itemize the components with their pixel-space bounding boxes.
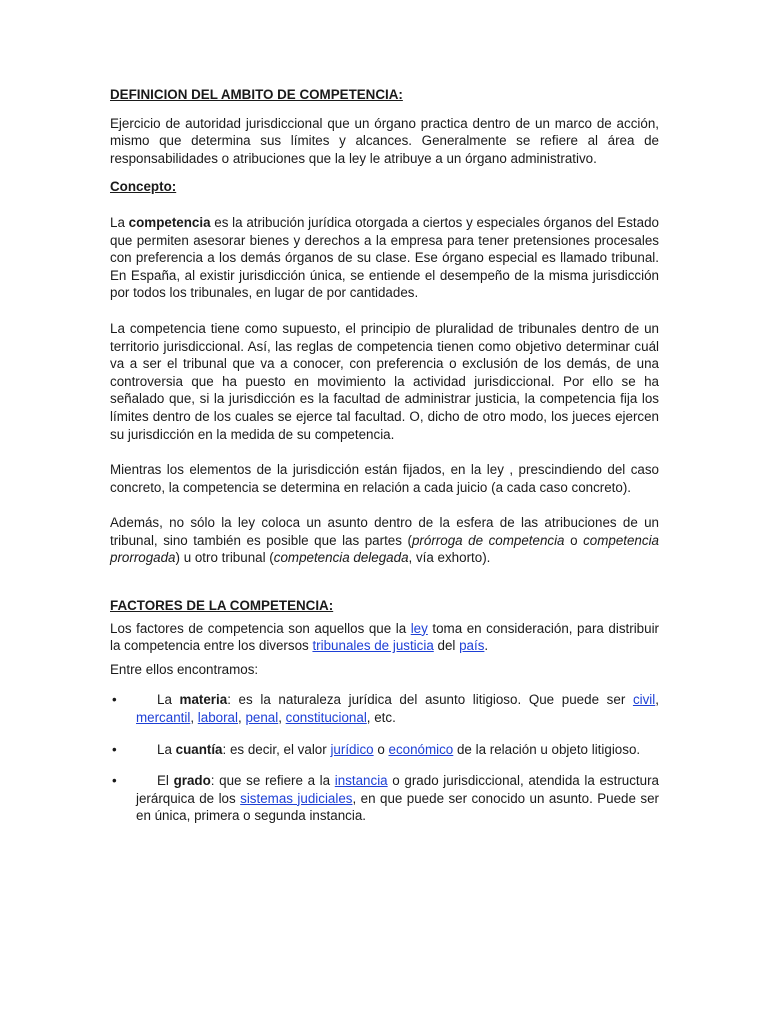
link-tribunales-de-justicia[interactable]: tribunales de justicia <box>312 638 434 654</box>
factores-intro: Los factores de competencia son aquellos que la ley toma en consideración, para distribuir la competencia entre los diversos tribunales de justicia del país. <box>110 620 659 654</box>
link-ley[interactable]: ley <box>410 620 428 636</box>
list-item-materia: • La materia: es la naturaleza jurídica del asunto litigioso. Que puede ser civil, mercantil, laboral, penal, constitucional, etc. <box>112 692 659 726</box>
competencia-term: competencia <box>128 214 211 230</box>
link-laboral[interactable]: laboral <box>197 710 238 726</box>
bullet-icon: • <box>112 741 117 757</box>
definicion-paragraph: Ejercicio de autoridad jurisdiccional que un órgano practica dentro de un marco de acción, mismo que determina sus límites y alcances. Generalmente se refiere al área de responsabilidades o atribuciones que la ley le atribuye a un órgano administrativo. <box>110 115 659 166</box>
link-sistemas-judiciales[interactable]: sistemas judiciales <box>240 790 353 806</box>
list-item-cuantia: • La cuantía: es decir, el valor jurídico o económico de la relación u objeto litigioso. <box>112 741 641 757</box>
link-constitucional[interactable]: constitucional <box>285 710 367 726</box>
concepto-paragraph-3: Mientras los elementos de la jurisdicción están fijados, en la ley , prescindiendo del caso concreto, la competencia se determina en relación a cada juicio (a cada caso concreto). <box>110 462 659 495</box>
link-instancia[interactable]: instancia <box>334 773 388 789</box>
factores-heading: FACTORES DE LA COMPETENCIA: <box>110 598 334 614</box>
list-item-grado: • El grado: que se refiere a la instancia o grado jurisdiccional, atendida la estructura jerárquica de los sistemas judiciales, en que puede ser conocido un asunto. Puede ser en única, primera o segunda instancia. <box>112 773 659 824</box>
concepto-paragraph-1: La competencia es la atribución jurídica otorgada a ciertos y especiales órganos del Estado que permiten asesorar bienes y derechos a la empresa para tener pretensiones procesales con preferencia a los demás órganos de su clase. Ese órgano especial es llamado tribunal. En España, al existir jurisdicción única, se entiende el desempeño de la misma jurisdicción por todos los tribunales, en lugar de por cantidades. <box>110 214 659 301</box>
concepto-heading: Concepto: <box>110 179 177 195</box>
concepto-paragraph-4: Además, no sólo la ley coloca un asunto dentro de la esfera de las atribuciones de un tribunal, sino también es posible que las partes (prórroga de competencia o competencia prorrogada) u otro tribunal (competencia delegada, vía exhorto). <box>110 515 660 566</box>
link-civil[interactable]: civil <box>632 692 656 708</box>
entre-ellos-text: Entre ellos encontramos: <box>110 661 259 677</box>
bullet-icon: • <box>112 773 117 789</box>
link-pais[interactable]: país <box>459 638 485 654</box>
section-heading-definicion: DEFINICION DEL AMBITO DE COMPETENCIA: <box>110 87 403 102</box>
bullet-icon: • <box>112 692 117 708</box>
link-economico[interactable]: económico <box>388 741 454 757</box>
document-page <box>110 86 659 825</box>
factores-list <box>110 691 659 825</box>
concepto-paragraph-2: La competencia tiene como supuesto, el principio de pluralidad de tribunales dentro de un territorio jurisdiccional. Así, las reglas de competencia tienen como objetivo determinar cuál va a ser el tribunal que va a conocer, con preferencia o exclusión de los demás, de una controversia que ha puesto en movimiento la actividad jurisdiccional. Por ello se ha señalado que, si la jurisdicción es la facultad de administrar justicia, la competencia fija los límites dentro de los cuales se ejerce tal facultad. O, dicho de otro modo, los jueces ejercen su jurisdicción en la medida de su competencia. <box>110 320 659 442</box>
link-mercantil[interactable]: mercantil <box>136 710 191 726</box>
link-juridico[interactable]: jurídico <box>330 741 374 757</box>
link-penal[interactable]: penal <box>245 710 279 726</box>
